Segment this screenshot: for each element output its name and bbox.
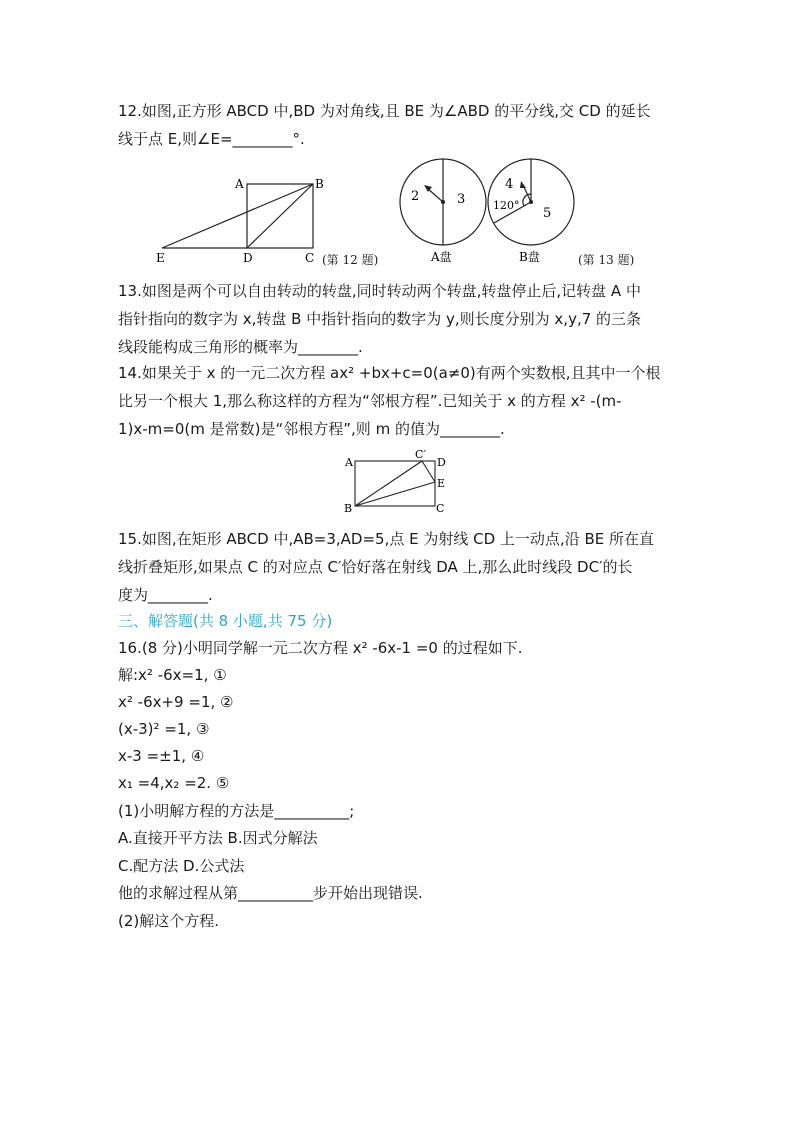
- label-e: E: [437, 477, 446, 490]
- label-e: E: [156, 251, 165, 265]
- diagonal-bd: [247, 184, 313, 248]
- q12-line2: 线于点 E,则∠E=________°.: [118, 130, 305, 148]
- q15-line3: 度为________.: [118, 586, 213, 604]
- label-c: C: [436, 502, 445, 515]
- q16-step1: 解:x² -6x=1, ①: [118, 666, 227, 684]
- disc-b-angle: 120°: [493, 199, 520, 212]
- q16-step4: x-3 =±1, ④: [118, 747, 205, 765]
- q15-line2: 线折叠矩形,如果点 C 的对应点 C′恰好落在射线 DA 上,那么此时线段 DC′的长: [118, 558, 633, 576]
- disc-b-pointer-head: [520, 181, 526, 188]
- q15-figure: [340, 446, 455, 518]
- q16-part2: (2)解这个方程.: [118, 912, 220, 930]
- disc-b-number-5: 5: [543, 206, 552, 221]
- q13-figure: [395, 155, 585, 267]
- q15-line1: 15.如图,在矩形 ABCD 中,AB=3,AD=5,点 E 为射线 CD 上一动点,沿 BE 所在直: [118, 530, 655, 548]
- q13-caption: (第 13 题): [578, 253, 635, 267]
- q13-line3: 线段能构成三角形的概率为________.: [118, 338, 363, 356]
- q16-step5: x₁ =4,x₂ =2. ⑤: [118, 774, 230, 792]
- q14-line2: 比另一个根大 1,那么称这样的方程为“邻根方程”.已知关于 x 的方程 x² -(m-: [118, 392, 622, 410]
- disc-a-number-2: 2: [411, 189, 420, 204]
- q16-wrong-step: 他的求解过程从第__________步开始出现错误.: [118, 884, 423, 902]
- rectangle-abcd: [355, 461, 435, 506]
- label-b: B: [344, 502, 353, 515]
- q16-options-ab: A.直接开平方法 B.因式分解法: [118, 829, 318, 847]
- line-c-prime-e: [422, 461, 435, 482]
- q14-line3: 1)x-m=0(m 是常数)是“邻根方程”,则 m 的值为________.: [118, 420, 505, 438]
- line-eb: [162, 184, 313, 248]
- q14-line1: 14.如果关于 x 的一元二次方程 ax² +bx+c=0(a≠0)有两个实数根,且其中一个根: [118, 364, 661, 382]
- q12-caption: (第 12 题): [322, 253, 379, 267]
- line-be: [355, 482, 435, 506]
- disc-b-number-4: 4: [505, 177, 514, 192]
- line-bc-prime: [355, 461, 422, 506]
- q16-step2: x² -6x+9 =1, ②: [118, 693, 234, 711]
- q13-line1: 13.如图是两个可以自由转动的转盘,同时转动两个转盘,转盘停止后,记转盘 A 中: [118, 282, 641, 300]
- q16-intro: 16.(8 分)小明同学解一元二次方程 x² -6x-1 =0 的过程如下.: [118, 639, 523, 657]
- label-d: D: [437, 456, 446, 469]
- label-a: A: [345, 456, 353, 469]
- label-c-prime: C′: [415, 448, 426, 461]
- label-b: B: [315, 177, 324, 191]
- section-heading: 三、解答题(共 8 小题,共 75 分): [118, 612, 333, 630]
- label-a: A: [235, 177, 244, 191]
- disc-a-label: A盘: [431, 250, 452, 264]
- q12-line1: 12.如图,正方形 ABCD 中,BD 为对角线,且 BE 为∠ABD 的平分线,交 CD 的延长: [118, 102, 651, 120]
- label-d: D: [243, 251, 253, 265]
- q16-part1: (1)小明解方程的方法是__________;: [118, 802, 355, 820]
- q16-options-cd: C.配方法 D.公式法: [118, 857, 245, 875]
- disc-b-label: B盘: [519, 250, 540, 264]
- label-c: C: [305, 251, 315, 265]
- q16-step3: (x-3)² =1, ③: [118, 720, 210, 738]
- q13-line2: 指针指向的数字为 x,转盘 B 中指针指向的数字为 y,则长度分别为 x,y,7 的三条: [118, 310, 642, 328]
- disc-a-number-3: 3: [457, 192, 466, 207]
